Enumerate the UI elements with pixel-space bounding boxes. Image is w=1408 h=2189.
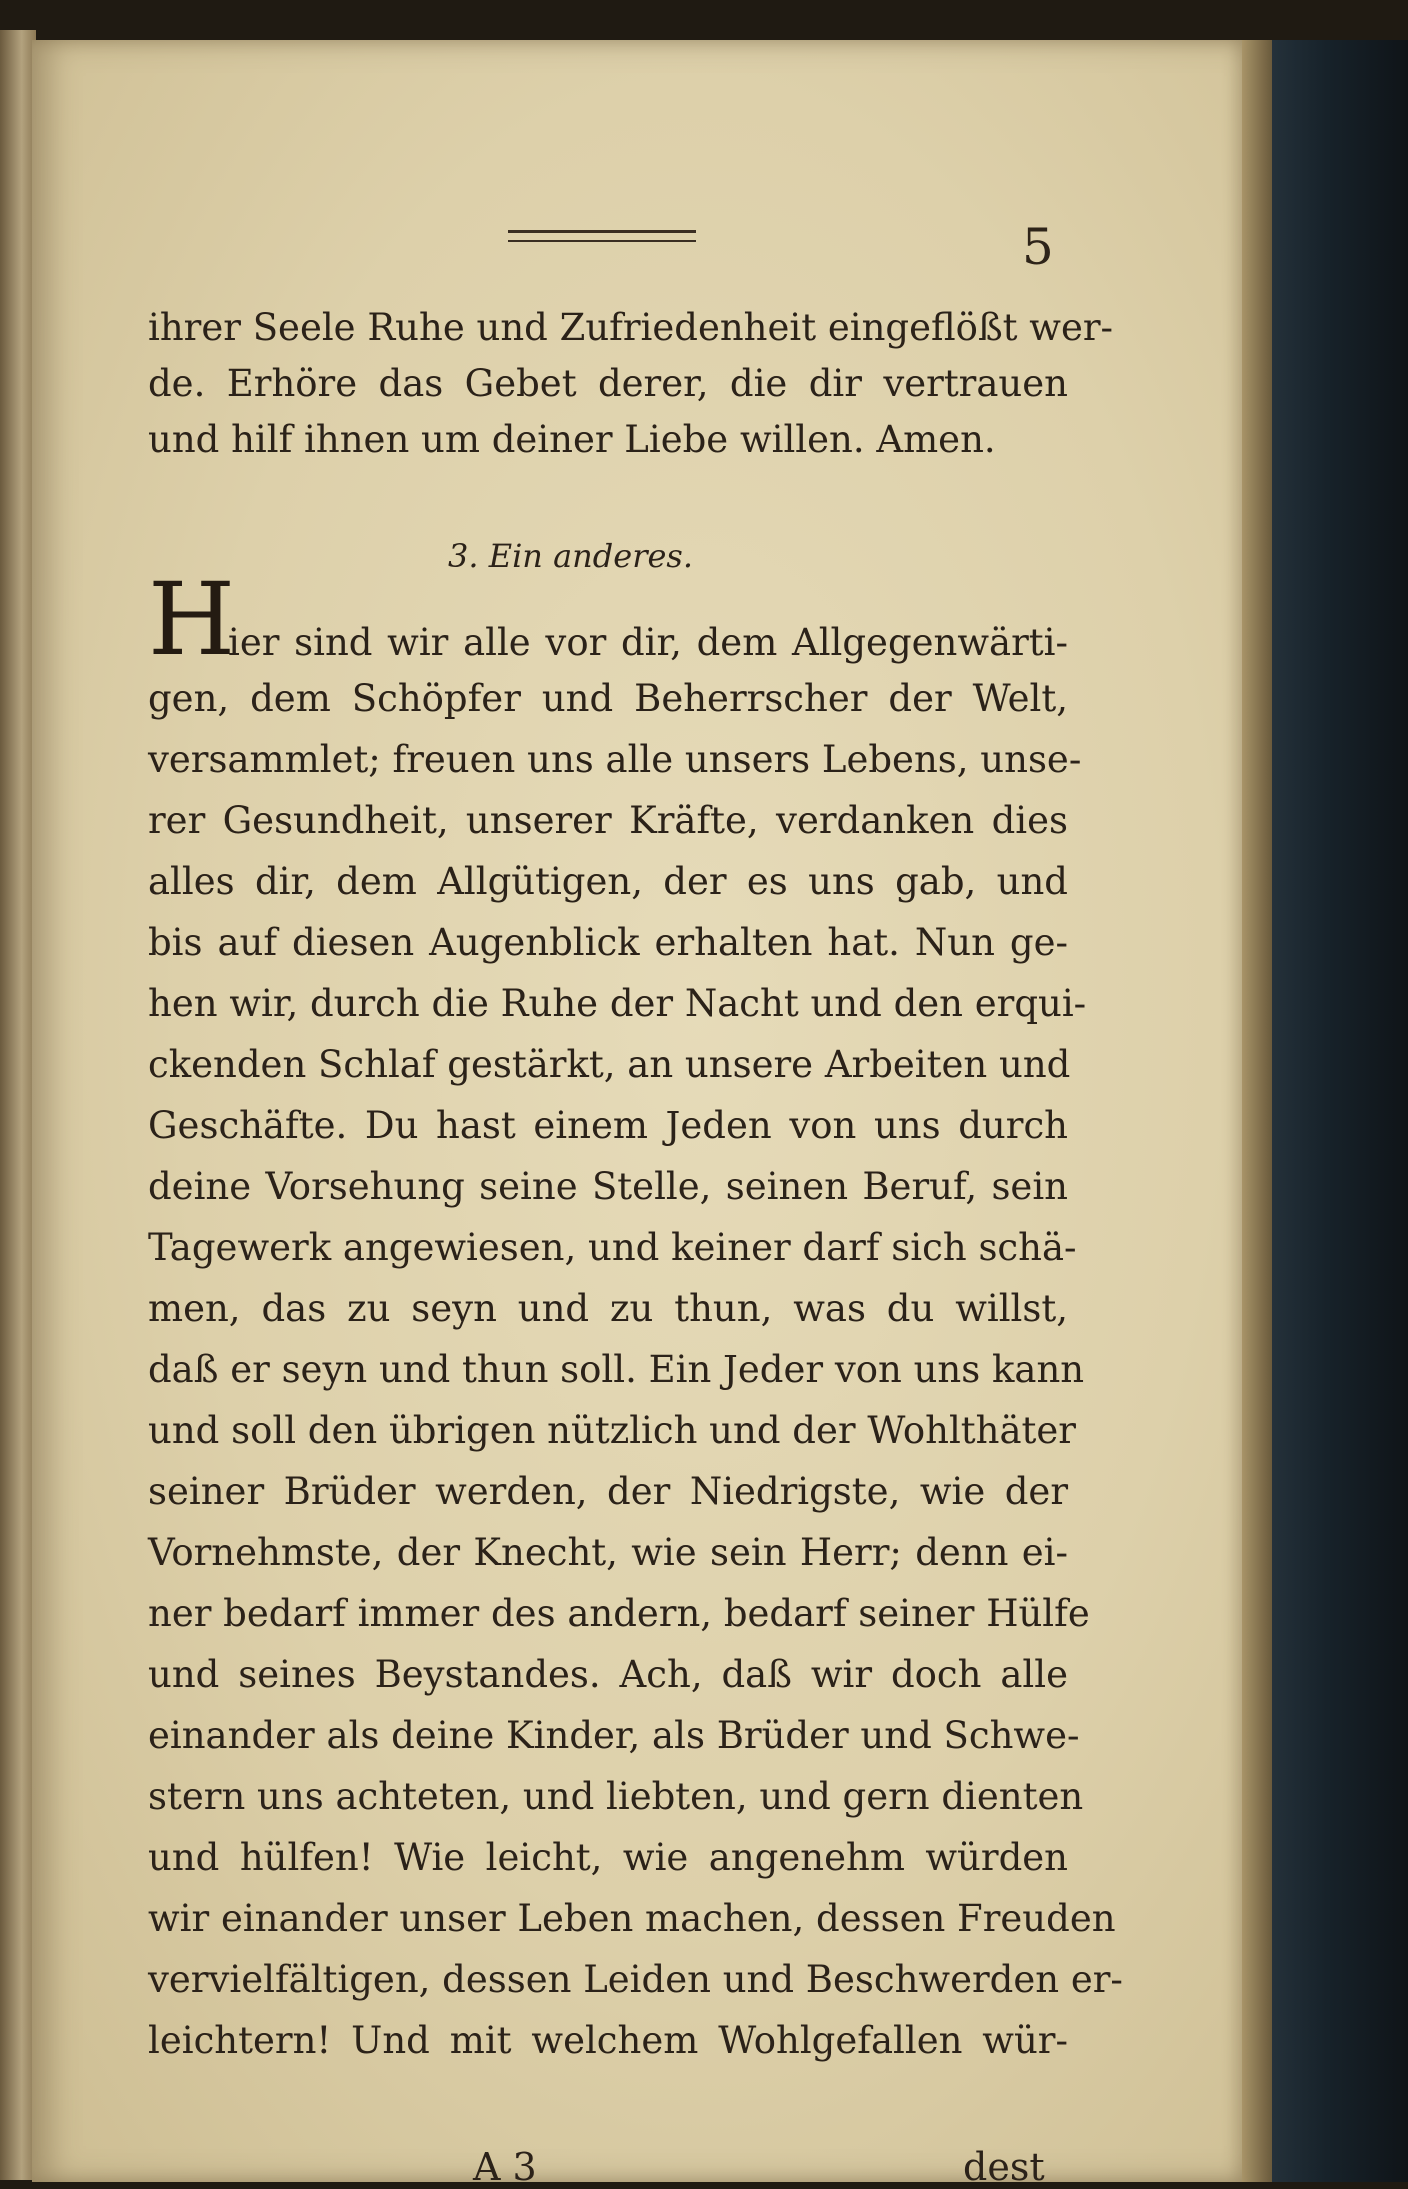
catchword: dest xyxy=(963,2145,1045,2189)
body-line: hen wir, durch die Ruhe der Nacht und den erqui- xyxy=(148,982,1087,1025)
intro-line: und hilf ihnen um deiner Liebe willen. Amen. xyxy=(148,418,996,461)
body-line: bis auf diesen Augenblick erhalten hat. Nun ge- xyxy=(148,921,1068,964)
signature-mark: A 3 xyxy=(473,2145,537,2189)
body-line: versammlet; freuen uns alle unsers Lebens, unse- xyxy=(148,738,1082,781)
body-line: und soll den übrigen nützlich und der Wohlthäter xyxy=(148,1409,1076,1452)
body-line: seiner Brüder werden, der Niedrigste, wie der xyxy=(148,1470,1068,1513)
body-line: und seines Beystandes. Ach, daß wir doch alle xyxy=(148,1653,1068,1696)
intro-line: de. Erhöre das Gebet derer, die dir vertrauen xyxy=(148,362,1068,405)
body-line: daß er seyn und thun soll. Ein Jeder von uns kann xyxy=(148,1348,1085,1391)
page-number: 5 xyxy=(1022,218,1054,276)
body-line: ner bedarf immer des andern, bedarf seiner Hülfe xyxy=(148,1592,1090,1635)
body-line: Tagewerk angewiesen, und keiner darf sich schä- xyxy=(148,1226,1077,1269)
body-line: leichtern! Und mit welchem Wohlgefallen wür- xyxy=(148,2019,1068,2062)
header-rule xyxy=(508,230,696,233)
body-line: gen, dem Schöpfer und Beherrscher der Welt, xyxy=(148,677,1068,720)
body-line: ckenden Schlaf gestärkt, an unsere Arbeiten und xyxy=(148,1043,1071,1086)
body-line: rer Gesundheit, unserer Kräfte, verdanken dies xyxy=(148,799,1068,842)
drop-cap: H xyxy=(148,561,236,678)
header-rule-thin xyxy=(508,240,696,242)
body-line: einander als deine Kinder, als Brüder und Schwe- xyxy=(148,1714,1080,1757)
book-cover-edge xyxy=(1272,40,1408,2182)
previous-page-edge xyxy=(0,30,36,2180)
body-line: Geschäfte. Du hast einem Jeden von uns durch xyxy=(148,1104,1068,1147)
body-line: vervielfältigen, dessen Leiden und Beschwerden er- xyxy=(148,1958,1123,2001)
body-line: ier sind wir alle vor dir, dem Allgegenwärti- xyxy=(228,621,1068,664)
body-line: und hülfen! Wie leicht, wie angenehm würden xyxy=(148,1836,1068,1879)
body-line: men, das zu seyn und zu thun, was du willst, xyxy=(148,1287,1068,1330)
body-line: wir einander unser Leben machen, dessen Freuden xyxy=(148,1897,1116,1940)
body-line: alles dir, dem Allgütigen, der es uns gab, und xyxy=(148,860,1068,903)
page-edge xyxy=(1242,40,1272,2182)
body-line: stern uns achteten, und liebten, und gern dienten xyxy=(148,1775,1084,1818)
body-line: deine Vorsehung seine Stelle, seinen Beruf, sein xyxy=(148,1165,1068,1208)
body-line: Vornehmste, der Knecht, wie sein Herr; denn ei- xyxy=(148,1531,1068,1574)
intro-line: ihrer Seele Ruhe und Zufriedenheit eingeflößt wer- xyxy=(148,306,1114,349)
section-heading: 3. Ein anderes. xyxy=(448,537,694,575)
